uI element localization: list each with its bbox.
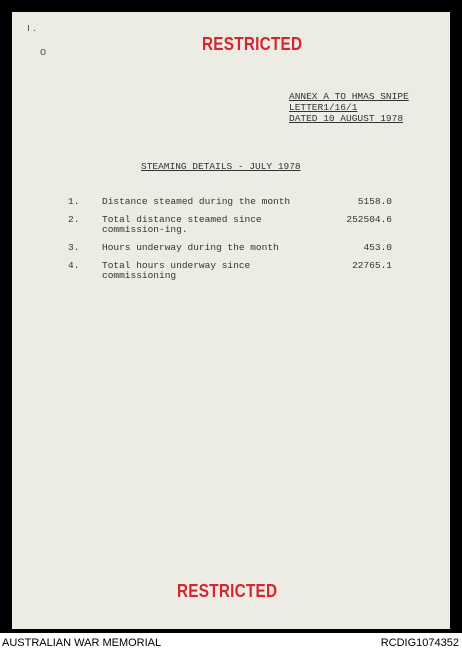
pencil-mark: ı . (27, 22, 37, 34)
list-item (68, 197, 392, 207)
item-value: 22765.1 (352, 260, 392, 271)
archive-footer (0, 633, 462, 653)
item-number: 1. (68, 196, 80, 207)
pencil-mark: o (40, 46, 47, 58)
archive-id: RCDIG1074352 (380, 637, 459, 649)
annex-line: ANNEX A TO HMAS SNIPE (289, 91, 409, 102)
item-description: Total hours underway since commissioning (102, 260, 251, 281)
list-item (68, 215, 392, 235)
restricted-stamp-bottom: RESTRICTED (177, 581, 278, 601)
item-value: 453.0 (363, 242, 392, 253)
list-item (68, 243, 392, 253)
document-page (12, 12, 450, 629)
document-heading: STEAMING DETAILS - JULY 1978 (141, 161, 301, 172)
item-description: Distance steamed during the month (102, 196, 291, 207)
item-value: 5158.0 (357, 196, 392, 207)
list-item (68, 260, 392, 281)
annex-line: LETTER1/16/1 (289, 102, 358, 113)
annex-line: DATED 10 AUGUST 1978 (289, 113, 404, 124)
item-value: 252504.6 (346, 214, 392, 225)
annex-reference (289, 91, 409, 124)
item-number: 2. (68, 214, 80, 225)
restricted-stamp-top: RESTRICTED (202, 34, 303, 54)
archive-name: AUSTRALIAN WAR MEMORIAL (2, 637, 162, 649)
item-description: Hours underway during the month (102, 242, 279, 253)
item-description: Total distance steamed since commission-ing. (102, 214, 262, 235)
item-number: 3. (68, 242, 80, 253)
item-number: 4. (68, 260, 80, 271)
steaming-details-list (68, 197, 392, 279)
